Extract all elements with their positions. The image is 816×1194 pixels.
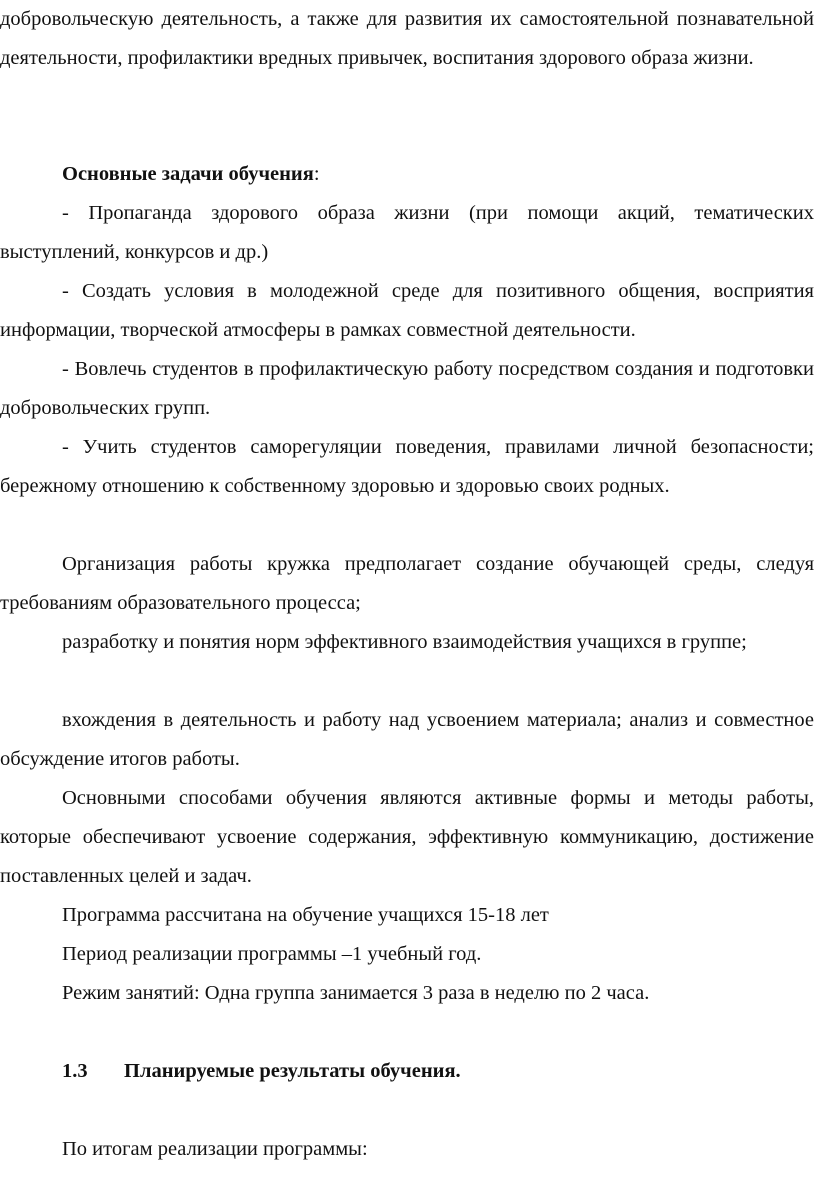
development-paragraph: разработку и понятия норм эффективного взаимодействия учащихся в группе; (62, 631, 747, 653)
methods-paragraph: Основными способами обучения являются активные формы и методы работы, которые обеспечивают усвоение содержания, эффективную коммуникацию, достижение поставленных целей и задач. (0, 787, 814, 887)
tasks-heading-colon: : (313, 163, 320, 185)
intro-continuation-paragraph: добровольческую деятельность, а также для развития их самостоятельной познавательной деятельности, профилактики вредных привычек, воспитания здорового образа жизни. (0, 8, 814, 69)
section-title: Планируемые результаты обучения. (124, 1060, 461, 1082)
period-line: Период реализации программы –1 учебный год. (62, 943, 482, 965)
section-heading (62, 1052, 461, 1091)
tasks-heading (62, 155, 320, 194)
involvement-paragraph: вхождения в деятельность и работу над усвоением материала; анализ и совместное обсуждение итогов работы. (0, 709, 814, 770)
section-number: 1.3 (62, 1060, 88, 1082)
organization-paragraph: Организация работы кружка предполагает создание обучающей среды, следуя требованиям образовательного процесса; (0, 553, 814, 614)
age-range-line: Программа рассчитана на обучение учащихся 15-18 лет (62, 904, 549, 926)
tasks-heading-text: Основные задачи обучения (62, 163, 314, 185)
schedule-line: Режим занятий: Одна группа занимается 3 раза в неделю по 2 часа. (62, 982, 650, 1004)
task-item-3: - Вовлечь студентов в профилактическую работу посредством создания и подготовки добровольческих групп. (0, 358, 814, 419)
results-intro-line: По итогам реализации программы: (62, 1138, 368, 1160)
task-item-1: - Пропаганда здорового образа жизни (при помощи акций, тематических выступлений, конкурсов и др.) (0, 202, 814, 263)
task-item-4: - Учить студентов саморегуляции поведения, правилами личной безопасности; бережному отношению к собственному здоровью и здоровью своих родных. (0, 436, 814, 497)
task-item-2: - Создать условия в молодежной среде для позитивного общения, восприятия информации, творческой атмосферы в рамках совместной деятельности. (0, 280, 814, 341)
